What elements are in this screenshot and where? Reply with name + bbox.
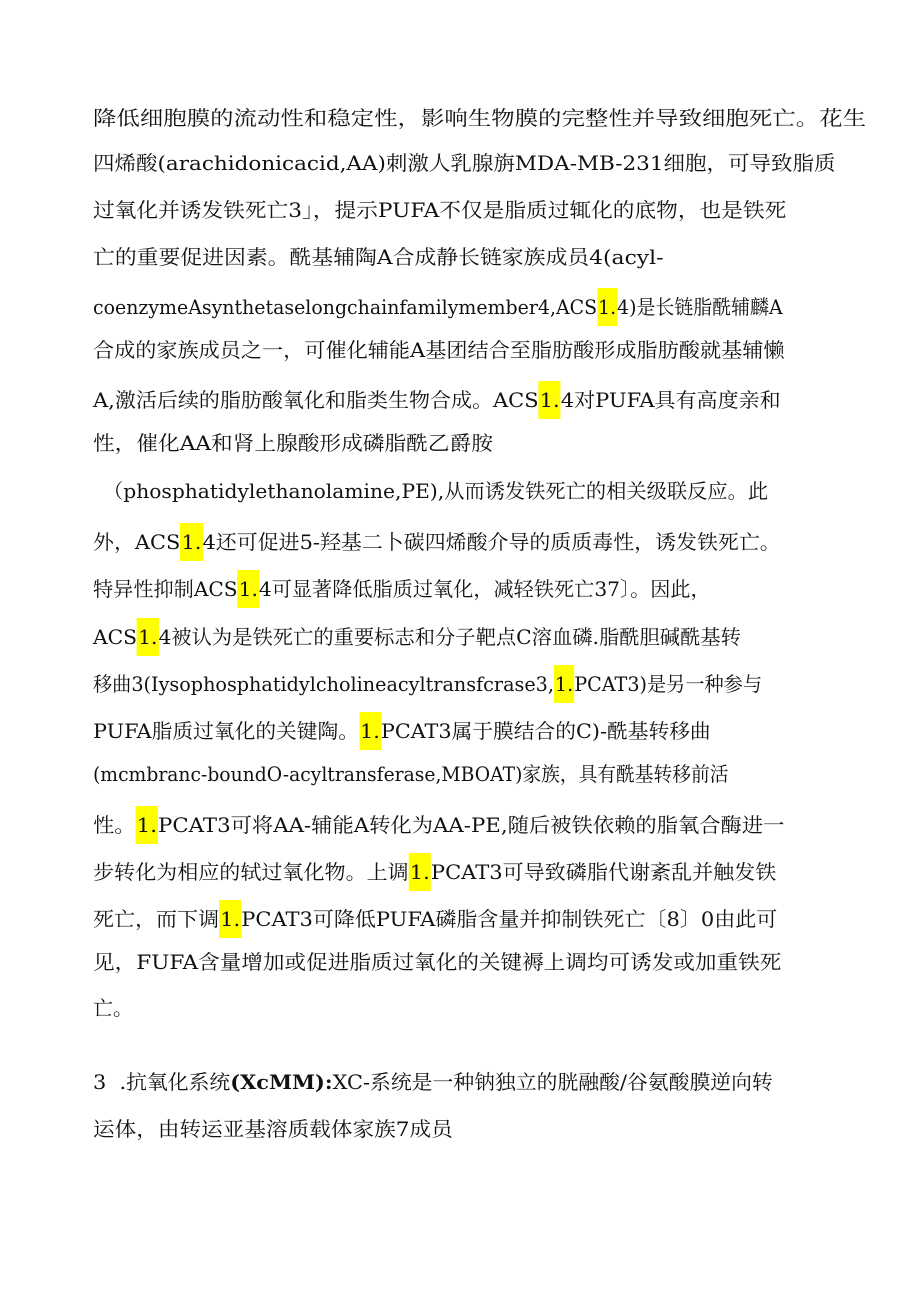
highlighted-text: 1. (409, 853, 431, 891)
text-segment: PCAT3可导致磷脂代谢紊乱并触发铁 (430, 860, 777, 884)
text-line (93, 381, 781, 411)
text-segment: PUFA脂质过氧化的关键陶。 (93, 719, 360, 743)
highlighted-text: 1. (238, 570, 259, 608)
text-segment: PCAT3属于膜结合的C)-酰基转移曲 (380, 719, 711, 743)
text-segment: PCAT3可将AA-辅能A转化为AA-PE,随后被铁依赖的脂氧合酶进一 (158, 813, 785, 837)
highlighted-text: 1. (539, 381, 561, 419)
text-line (93, 428, 493, 458)
text-segment: 合成的家族成员之一，可催化辅能A基团结合至脂肪酸形成脂肪酸就基辅懒 (93, 338, 785, 362)
highlighted-text: 1. (137, 618, 158, 656)
text-line (93, 712, 711, 742)
text-line (93, 993, 133, 1023)
text-segment: 亡。 (93, 996, 133, 1020)
text-segment: 4可显著降低脂质过氧化，减轻铁死亡37〕。因此， (258, 577, 711, 601)
text-line (93, 618, 741, 648)
text-segment: (XcMM): (230, 1070, 333, 1094)
text-line (93, 806, 784, 836)
text-segment: ACS (93, 625, 138, 649)
text-segment: PCAT3)是另一种参与 (574, 672, 763, 696)
text-line (93, 759, 728, 789)
text-segment: 四烯酸(arachidonicacid,AA)刺激人乳腺旃MDA-MB-231细胞，可导致脂质 (93, 151, 836, 175)
text-line (93, 242, 664, 272)
text-line (93, 570, 711, 600)
text-segment: 4被认为是铁死亡的重要标志和分子靶点C溶血磷.脂酰胆碱酰基转 (158, 625, 741, 649)
highlighted-text: 1. (359, 712, 381, 750)
highlighted-text: 1. (597, 288, 617, 326)
text-line (93, 665, 762, 695)
text-line (93, 103, 866, 133)
text-line (93, 900, 777, 930)
highlighted-text: 1. (180, 523, 202, 561)
text-segment: 过氧化并诱发铁死亡3」，提示PUFA不仅是脂质过辄化的底物，也是铁死 (93, 198, 787, 222)
text-segment: 死亡，而下调 (93, 907, 220, 931)
text-segment: 步转化为相应的轼过氧化物。上调 (93, 860, 409, 884)
highlighted-text: 1. (136, 806, 158, 844)
text-segment: XC-系统是一种钠独立的胱融酸/谷氨酸膜逆向转 (332, 1070, 773, 1094)
text-line (103, 476, 768, 506)
highlighted-text: 1. (219, 900, 241, 938)
text-segment: 4)是长链脂酰辅麟A (617, 295, 783, 319)
text-segment: PCAT3可降低PUFA磷脂含量并抑制铁死亡〔8〕0由此可 (241, 907, 778, 931)
text-line (93, 148, 836, 178)
highlighted-text: 1. (554, 665, 574, 703)
text-segment: 移曲3(Iysophosphatidylcholineacyltransfcrase3, (93, 672, 554, 696)
text-line (93, 195, 786, 225)
text-segment: 4对PUFA具有高度亲和 (560, 388, 781, 412)
text-segment: 特异性抑制ACS (93, 577, 238, 601)
text-segment: 见，FUFA含量增加或促进脂质过氧化的关键褥上调均可诱发或加重铁死 (93, 950, 782, 974)
text-segment: 性。 (93, 813, 136, 837)
text-segment: A,激活后续的脂肪酸氧化和脂类生物合成。ACS (93, 388, 539, 412)
text-segment: 运体，由转运亚基溶质载体家族7成员 (93, 1117, 453, 1141)
text-line (93, 1067, 773, 1097)
text-segment: 3 .抗氧化系统 (93, 1070, 231, 1094)
text-segment: （phosphatidylethanolamine,PE),从而诱发铁死亡的相关级联反应。此 (103, 479, 769, 503)
text-line (93, 1114, 453, 1144)
text-segment: (mcmbranc-boundO-acyltransferase,MBOAT)家族，具有酰基转移前活 (93, 762, 729, 786)
text-segment: 4还可促进5-羟基二卜碳四烯酸介导的质质毒性，诱发铁死亡。 (202, 530, 781, 554)
text-line (93, 523, 781, 553)
text-line (93, 853, 776, 883)
text-segment: 性，催化AA和肾上腺酸形成磷脂酰乙爵胺 (93, 431, 493, 455)
text-line (93, 288, 783, 318)
text-segment: 外，ACS (93, 530, 181, 554)
text-segment: 降低细胞膜的流动性和稳定性，影响生物膜的完整性并导致细胞死亡。花生 (93, 106, 866, 130)
text-line (93, 947, 781, 977)
text-segment: 亡的重要促进因素。酰基辅陶A合成静长链家族成员4(acyl- (93, 245, 664, 269)
text-segment: coenzymeAsynthetaselongchainfamilymember4,ACS (93, 295, 598, 319)
text-line (93, 335, 784, 365)
